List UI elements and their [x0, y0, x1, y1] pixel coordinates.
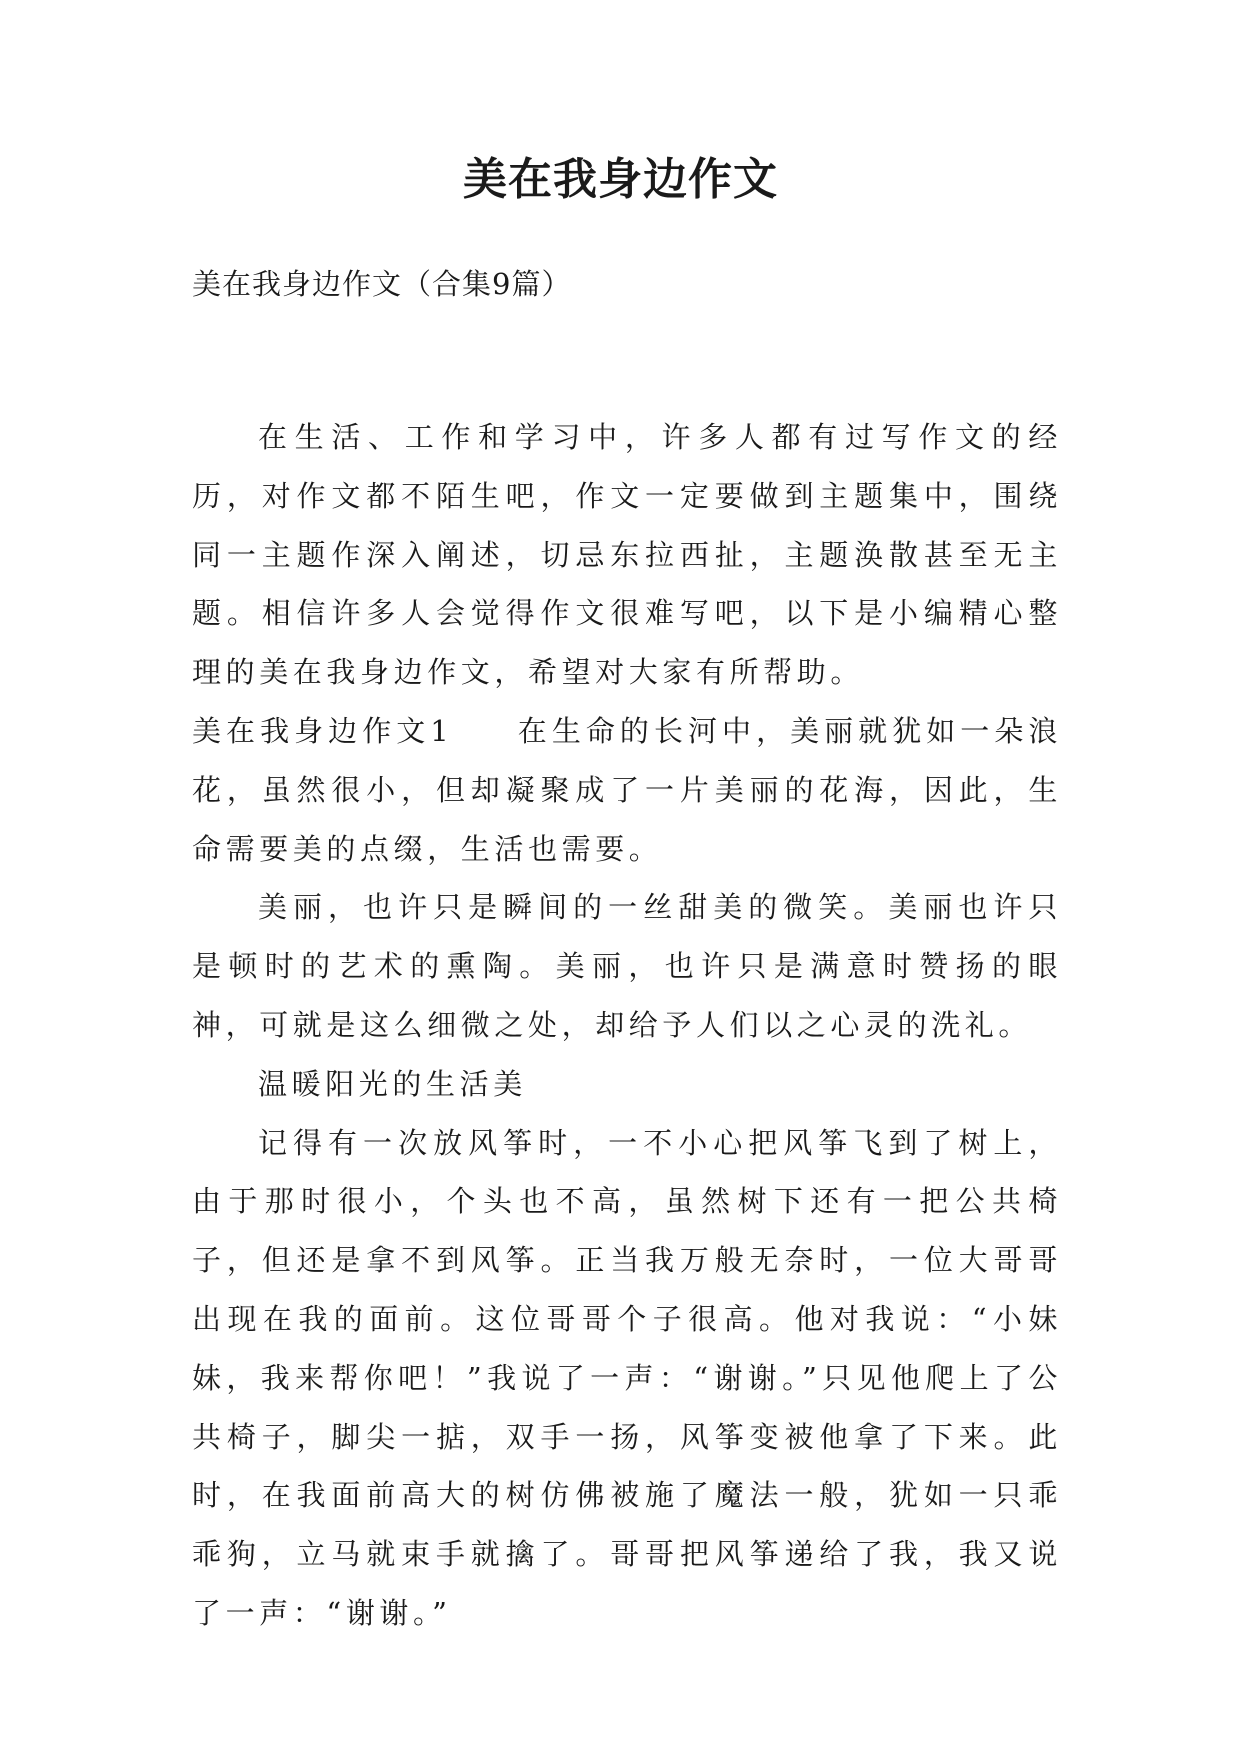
intro-paragraph: 在生活、工作和学习中，许多人都有过写作文的经历，对作文都不陌生吧，作文一定要做到主题集中，围绕同一主题作深入阐述，切忌东拉西扯，主题涣散甚至无主题。相信许多人会觉得作文很难写吧，以下是小编精心整理的美在我身边作文，希望对大家有所帮助。 — [192, 420, 1062, 690]
document-body — [192, 408, 1062, 1643]
document-title: 美在我身边作文 — [463, 154, 778, 205]
section-1-heading: 美在我身边作文1 — [192, 713, 454, 748]
paragraph-beauty-moments: 美丽，也许只是瞬间的一丝甜美的微笑。美丽也许只是顿时的艺术的熏陶。美丽，也许只是满意时赞扬的眼神，可就是这么细微之处，却给予人们以之心灵的洗礼。 — [192, 890, 1062, 1042]
document-subtitle: 美在我身边作文（合集9篇） — [192, 267, 572, 301]
paragraph-kite-story: 记得有一次放风筝时，一不小心把风筝飞到了树上，由于那时很小，个头也不高，虽然树下还有一把公共椅子，但还是拿不到风筝。正当我万般无奈时，一位大哥哥出现在我的面前。这位哥哥个子很高。他对我说：“小妹妹，我来帮你吧！”我说了一声：“谢谢。”只见他爬上了公共椅子，脚尖一掂，双手一扬，风筝变被他拿了下来。此时，在我面前高大的树仿佛被施了魔法一般，犹如一只乖乖狗，立马就束手就擒了。哥哥把风筝递给了我，我又说了一声：“谢谢。” — [192, 1125, 1062, 1630]
section-1-paragraph — [192, 702, 1062, 878]
paragraph-subheading-warm-life: 温暖阳光的生活美 — [258, 1066, 527, 1101]
section-1-first-text: 在生命的长河中，美丽就犹如一朵浪花，虽然很小，但却凝聚成了一片美丽的花海，因此，生命需要美的点缀，生活也需要。 — [192, 713, 1062, 866]
